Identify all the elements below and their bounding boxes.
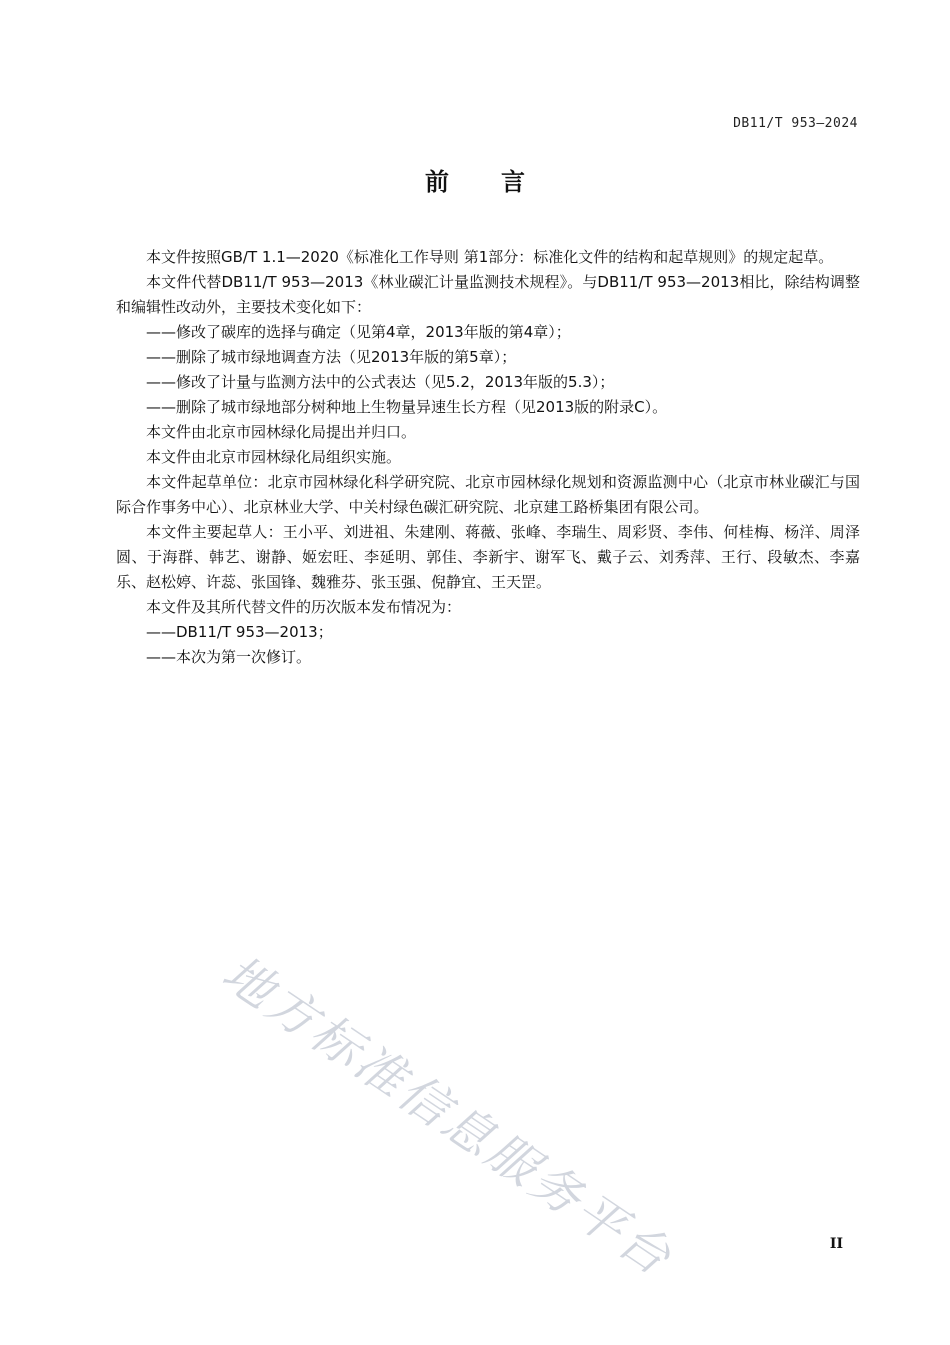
- paragraph-proposer: 本文件由北京市园林绿化局提出并归口。: [146, 423, 417, 441]
- change-item: ——修改了计量与监测方法中的公式表达（见5.2，2013年版的5.3）；: [146, 373, 615, 391]
- page-title: 前言: [425, 168, 577, 196]
- page-number: II: [829, 1236, 843, 1252]
- paragraph-drafting-rules: 本文件按照GB/T 1.1—2020《标准化工作导则 第1部分：标准化文件的结构和起草规则》的规定起草。: [146, 248, 834, 266]
- change-item: ——修改了碳库的选择与确定（见第4章，2013年版的第4章）；: [146, 323, 571, 341]
- paragraph-version-history: 本文件及其所代替文件的历次版本发布情况为：: [146, 598, 462, 616]
- version-item: ——DB11/T 953—2013；: [146, 623, 333, 641]
- change-item: ——删除了城市绿地部分树种地上生物量异速生长方程（见2013版的附录C）。: [146, 398, 668, 416]
- change-item: ——删除了城市绿地调查方法（见2013年版的第5章）；: [146, 348, 517, 366]
- document-code: DB11/T 953—2024: [733, 116, 858, 131]
- paragraph-replaces: 本文件代替DB11/T 953—2013《林业碳汇计量监测技术规程》。与DB11/T 953—2013相比，除结构调整和编辑性改动外，主要技术变化如下：: [116, 273, 860, 316]
- paragraph-implementer: 本文件由北京市园林绿化局组织实施。: [146, 448, 402, 466]
- version-item: ——本次为第一次修订。: [146, 648, 312, 666]
- paragraph-drafting-units: 本文件起草单位：北京市园林绿化科学研究院、北京市园林绿化规划和资源监测中心（北京市林业碳汇与国际合作事务中心）、北京林业大学、中关村绿色碳汇研究院、北京建工路桥集团有限公司。: [116, 473, 860, 516]
- paragraph-drafters: 本文件主要起草人：王小平、刘进祖、朱建刚、蒋薇、张峰、李瑞生、周彩贤、李伟、何桂梅、杨洋、周泽圆、于海群、韩艺、谢静、姬宏旺、李延明、郭佳、李新宇、谢军飞、戴子云、刘秀萍、王行、段敏杰、李嘉乐、赵松婷、许蕊、张国锋、魏雅芬、张玉强、倪静宜、王天罡。: [116, 523, 860, 591]
- foreword-body: [116, 245, 860, 670]
- watermark: 地方标准信息服务平台: [212, 944, 684, 1288]
